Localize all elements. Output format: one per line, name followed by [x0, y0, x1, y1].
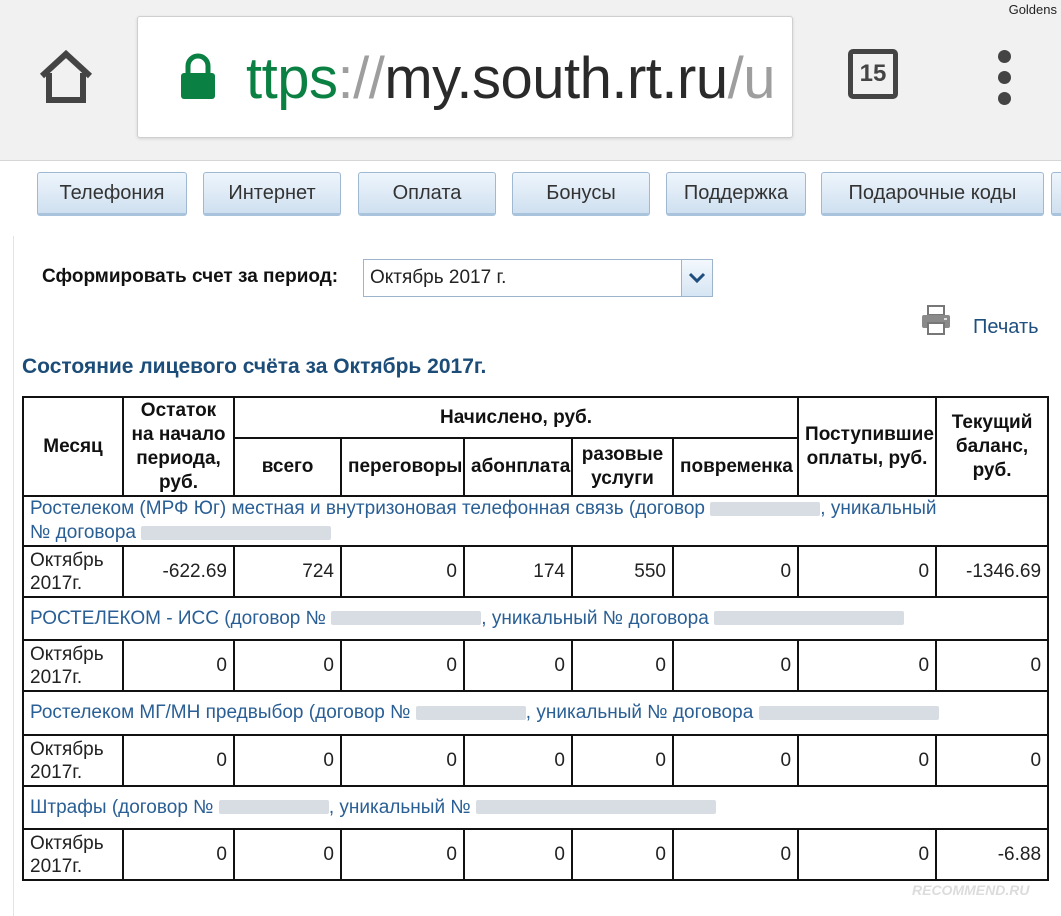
page-title: Состояние лицевого счёта за Октябрь 2017г.	[22, 355, 487, 378]
contract-row[interactable]	[23, 597, 1048, 640]
nav-more[interactable]	[1051, 172, 1061, 216]
cell-opening: 0	[123, 735, 234, 786]
cell-time-based: 0	[673, 546, 798, 597]
header-one-time-services: разовые услуги	[572, 438, 673, 496]
period-select[interactable]	[363, 259, 713, 297]
contract-row[interactable]	[23, 496, 1048, 546]
cell-subscription: 0	[464, 829, 572, 880]
url-text	[246, 45, 775, 112]
content-border	[13, 236, 14, 916]
cell-month: Октябрь 2017г.	[23, 829, 123, 880]
header-payments: Поступившие оплаты, руб.	[798, 397, 936, 496]
header-subscription: абонплата	[464, 438, 572, 496]
contract-title: Штрафы (договор №	[30, 796, 214, 818]
contract-line2: № договора	[30, 522, 136, 543]
nav-bonuses[interactable]: Бонусы	[512, 172, 650, 216]
cell-balance: -6.88	[936, 829, 1048, 880]
cell-opening: 0	[123, 829, 234, 880]
cell-subscription: 0	[464, 735, 572, 786]
redacted-text	[476, 800, 716, 814]
corner-label: Goldens	[1008, 2, 1057, 17]
account-table	[22, 396, 1049, 881]
cell-calls: 0	[341, 640, 464, 691]
nav-gift-codes[interactable]: Подарочные коды	[821, 172, 1044, 216]
nav-telephony[interactable]: Телефония	[37, 172, 187, 216]
cell-opening: -622.69	[123, 546, 234, 597]
address-bar[interactable]	[137, 16, 793, 138]
cell-balance: 0	[936, 640, 1048, 691]
header-total: всего	[234, 438, 341, 496]
cell-payments: 0	[798, 640, 936, 691]
redacted-text	[219, 800, 329, 814]
nav-internet[interactable]: Интернет	[203, 172, 341, 216]
period-select-value: Октябрь 2017 г.	[370, 267, 507, 288]
lock-icon	[178, 53, 218, 101]
cell-payments: 0	[798, 546, 936, 597]
cell-total: 0	[234, 735, 341, 786]
browser-toolbar	[0, 0, 1061, 161]
cell-payments: 0	[798, 735, 936, 786]
url-path: /u	[727, 46, 775, 111]
cell-subscription: 0	[464, 640, 572, 691]
redacted-text	[141, 526, 331, 540]
header-calls: переговоры	[341, 438, 464, 496]
contract-title: Ростелеком (МРФ Юг) местная и внутризоновая телефонная связь (договор	[30, 498, 705, 519]
cell-balance: -1346.69	[936, 546, 1048, 597]
url-separator: ://	[337, 46, 385, 111]
nav-payment[interactable]: Оплата	[358, 172, 496, 216]
cell-balance: 0	[936, 735, 1048, 786]
cell-calls: 0	[341, 546, 464, 597]
header-opening-balance: Остаток на начало периода, руб.	[123, 397, 234, 496]
cell-one-time: 0	[572, 640, 673, 691]
redacted-text	[714, 611, 904, 625]
url-host: my.south.rt.ru	[384, 46, 728, 111]
home-button[interactable]	[36, 46, 96, 106]
redacted-text	[416, 706, 526, 720]
cell-calls: 0	[341, 829, 464, 880]
site-nav	[0, 160, 1061, 232]
cell-total: 0	[234, 640, 341, 691]
contract-title: РОСТЕЛЕКОМ - ИСС (договор №	[30, 607, 327, 629]
print-link[interactable]: Печать	[973, 316, 1039, 338]
tab-switcher-button[interactable]: 15	[848, 49, 898, 99]
cell-time-based: 0	[673, 640, 798, 691]
cell-time-based: 0	[673, 735, 798, 786]
redacted-text	[331, 611, 481, 625]
cell-one-time: 550	[572, 546, 673, 597]
contract-suffix: , уникальный №	[328, 796, 471, 818]
redacted-text	[710, 502, 820, 516]
cell-one-time: 0	[572, 829, 673, 880]
cell-month: Октябрь 2017г.	[23, 546, 123, 597]
contract-row[interactable]	[23, 786, 1048, 829]
cell-month: Октябрь 2017г.	[23, 640, 123, 691]
watermark: RECOMMEND.RU	[912, 882, 1030, 898]
contract-suffix: , уникальный № договора	[481, 607, 709, 629]
header-time-based: повременка	[673, 438, 798, 496]
cell-subscription: 174	[464, 546, 572, 597]
cell-time-based: 0	[673, 829, 798, 880]
cell-opening: 0	[123, 640, 234, 691]
header-charged: Начислено, руб.	[234, 397, 798, 438]
contract-suffix: , уникальный № договора	[525, 702, 754, 723]
period-label: Сформировать счет за период:	[42, 266, 339, 287]
header-current-balance: Текущий баланс, руб.	[936, 397, 1048, 496]
cell-total: 0	[234, 829, 341, 880]
home-icon	[36, 46, 96, 106]
cell-payments: 0	[798, 829, 936, 880]
contract-row[interactable]	[23, 691, 1048, 735]
chevron-down-icon[interactable]	[681, 260, 712, 296]
url-scheme: ttps	[246, 46, 338, 111]
cell-one-time: 0	[572, 735, 673, 786]
cell-calls: 0	[341, 735, 464, 786]
contract-suffix: , уникальный	[820, 498, 937, 519]
redacted-text	[759, 706, 939, 720]
printer-icon[interactable]	[920, 304, 952, 341]
cell-total: 724	[234, 546, 341, 597]
contract-title: Ростелеком МГ/МН предвыбор (договор №	[30, 702, 411, 723]
cell-month: Октябрь 2017г.	[23, 735, 123, 786]
header-month: Месяц	[23, 397, 123, 496]
overflow-menu-icon[interactable]	[992, 50, 1016, 106]
nav-support[interactable]: Поддержка	[666, 172, 806, 216]
